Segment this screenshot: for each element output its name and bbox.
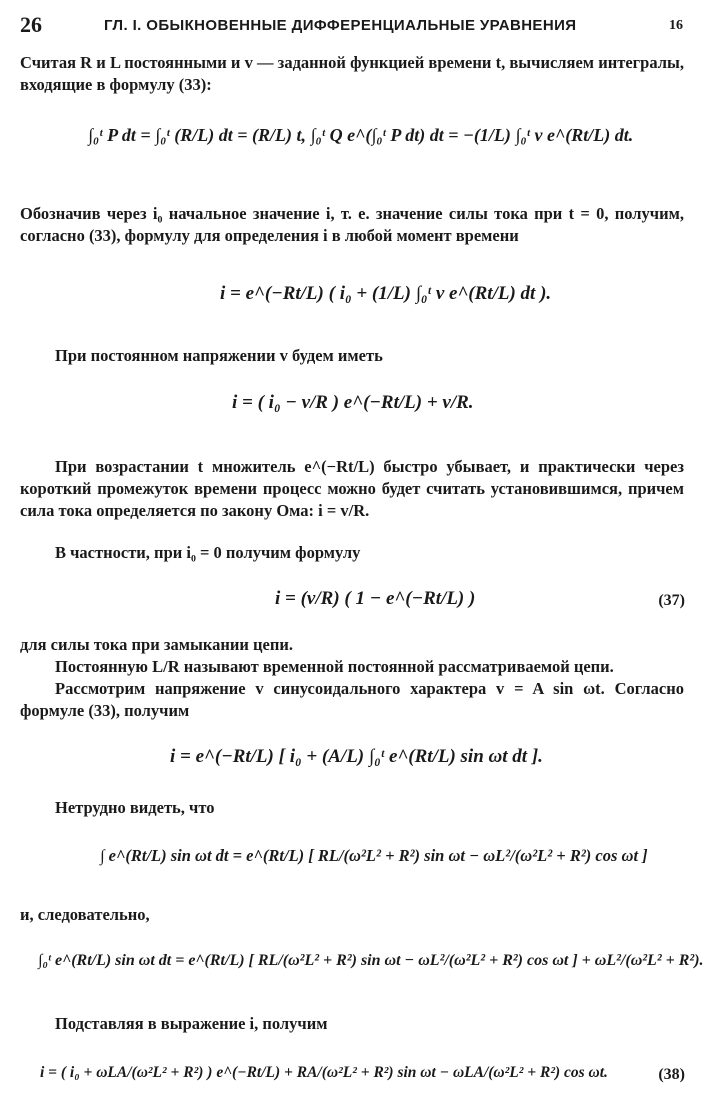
equation-general-current: i = e^(−Rt/L) ( i₀ + (1/L) ∫₀ᵗ v e^(Rt/L) dt ). [220, 283, 552, 304]
equation-constant-voltage: i = ( i₀ − v/R ) e^(−Rt/L) + v/R. [232, 392, 474, 413]
paragraph-5: В частности, при i₀ = 0 получим формулу [55, 543, 361, 562]
equation-38: i = ( i₀ + ωLA/(ω²L² + R²) ) e^(−Rt/L) + RA/(ω²L² + R²) sin ωt − ωLA/(ω²L² + R²) cos ωt. [40, 1064, 608, 1081]
paragraph-4: При возрастании t множитель e^(−Rt/L) быстро убывает, и практически через короткий промежуток времени процесс можно будет считать установившимся, причем сила тока определяется по закону Ома: i = v/R. [20, 457, 684, 520]
equation-indefinite-integral: ∫ e^(Rt/L) sin ωt dt = e^(Rt/L) [ RL/(ω²L² + R²) sin ωt − ωL²/(ω²L² + R²) cos ωt ] [100, 846, 648, 865]
running-header [0, 10, 717, 40]
paragraph-1: Считая R и L постоянными и v — заданной функцией времени t, вычисляем интегралы, входящие в формулу (33): [20, 53, 684, 94]
paragraph-6: для силы тока при замыкании цепи. [20, 635, 293, 654]
equation-37: i = (v/R) ( 1 − e^(−Rt/L) ) [275, 588, 476, 609]
page-number: 26 [20, 12, 42, 37]
paragraph-2: Обозначив через i₀ начальное значение i, т. е. значение силы тока при t = 0, получим, согласно (33), формулу для определения i в любой момент времени [20, 204, 684, 245]
section-mark: 16 [669, 18, 683, 33]
paragraph-10: и, следовательно, [20, 905, 150, 924]
equation-integrals: ∫₀ᵗ P dt = ∫₀ᵗ (R/L) dt = (R/L) t, ∫₀ᵗ Q e^(∫₀ᵗ P dt) dt = −(1/L) ∫₀ᵗ v e^(Rt/L) dt. [88, 125, 634, 145]
running-head-title: ГЛ. I. ОБЫКНОВЕННЫЕ ДИФФЕРЕНЦИАЛЬНЫЕ УРАВНЕНИЯ [104, 17, 577, 34]
equation-definite-integral: ∫₀ᵗ e^(Rt/L) sin ωt dt = e^(Rt/L) [ RL/(ω²L² + R²) sin ωt − ωL²/(ω²L² + R²) cos ωt ] + ωL²/(ω²L² + R²). [38, 952, 704, 969]
paragraph-8: Рассмотрим напряжение v синусоидального характера v = A sin ωt. Согласно формуле (33), получим [20, 679, 684, 720]
equation-number-37: (37) [658, 592, 685, 609]
paragraph-9: Нетрудно видеть, что [55, 798, 215, 817]
paragraph-3: При постоянном напряжении v будем иметь [55, 346, 383, 365]
paragraph-11: Подставляя в выражение i, получим [55, 1014, 328, 1033]
equation-sinusoidal: i = e^(−Rt/L) [ i₀ + (A/L) ∫₀ᵗ e^(Rt/L) sin ωt dt ]. [170, 746, 543, 767]
paragraph-7: Постоянную L/R называют временной постоянной рассматриваемой цепи. [55, 657, 614, 676]
equation-number-38: (38) [658, 1066, 685, 1083]
